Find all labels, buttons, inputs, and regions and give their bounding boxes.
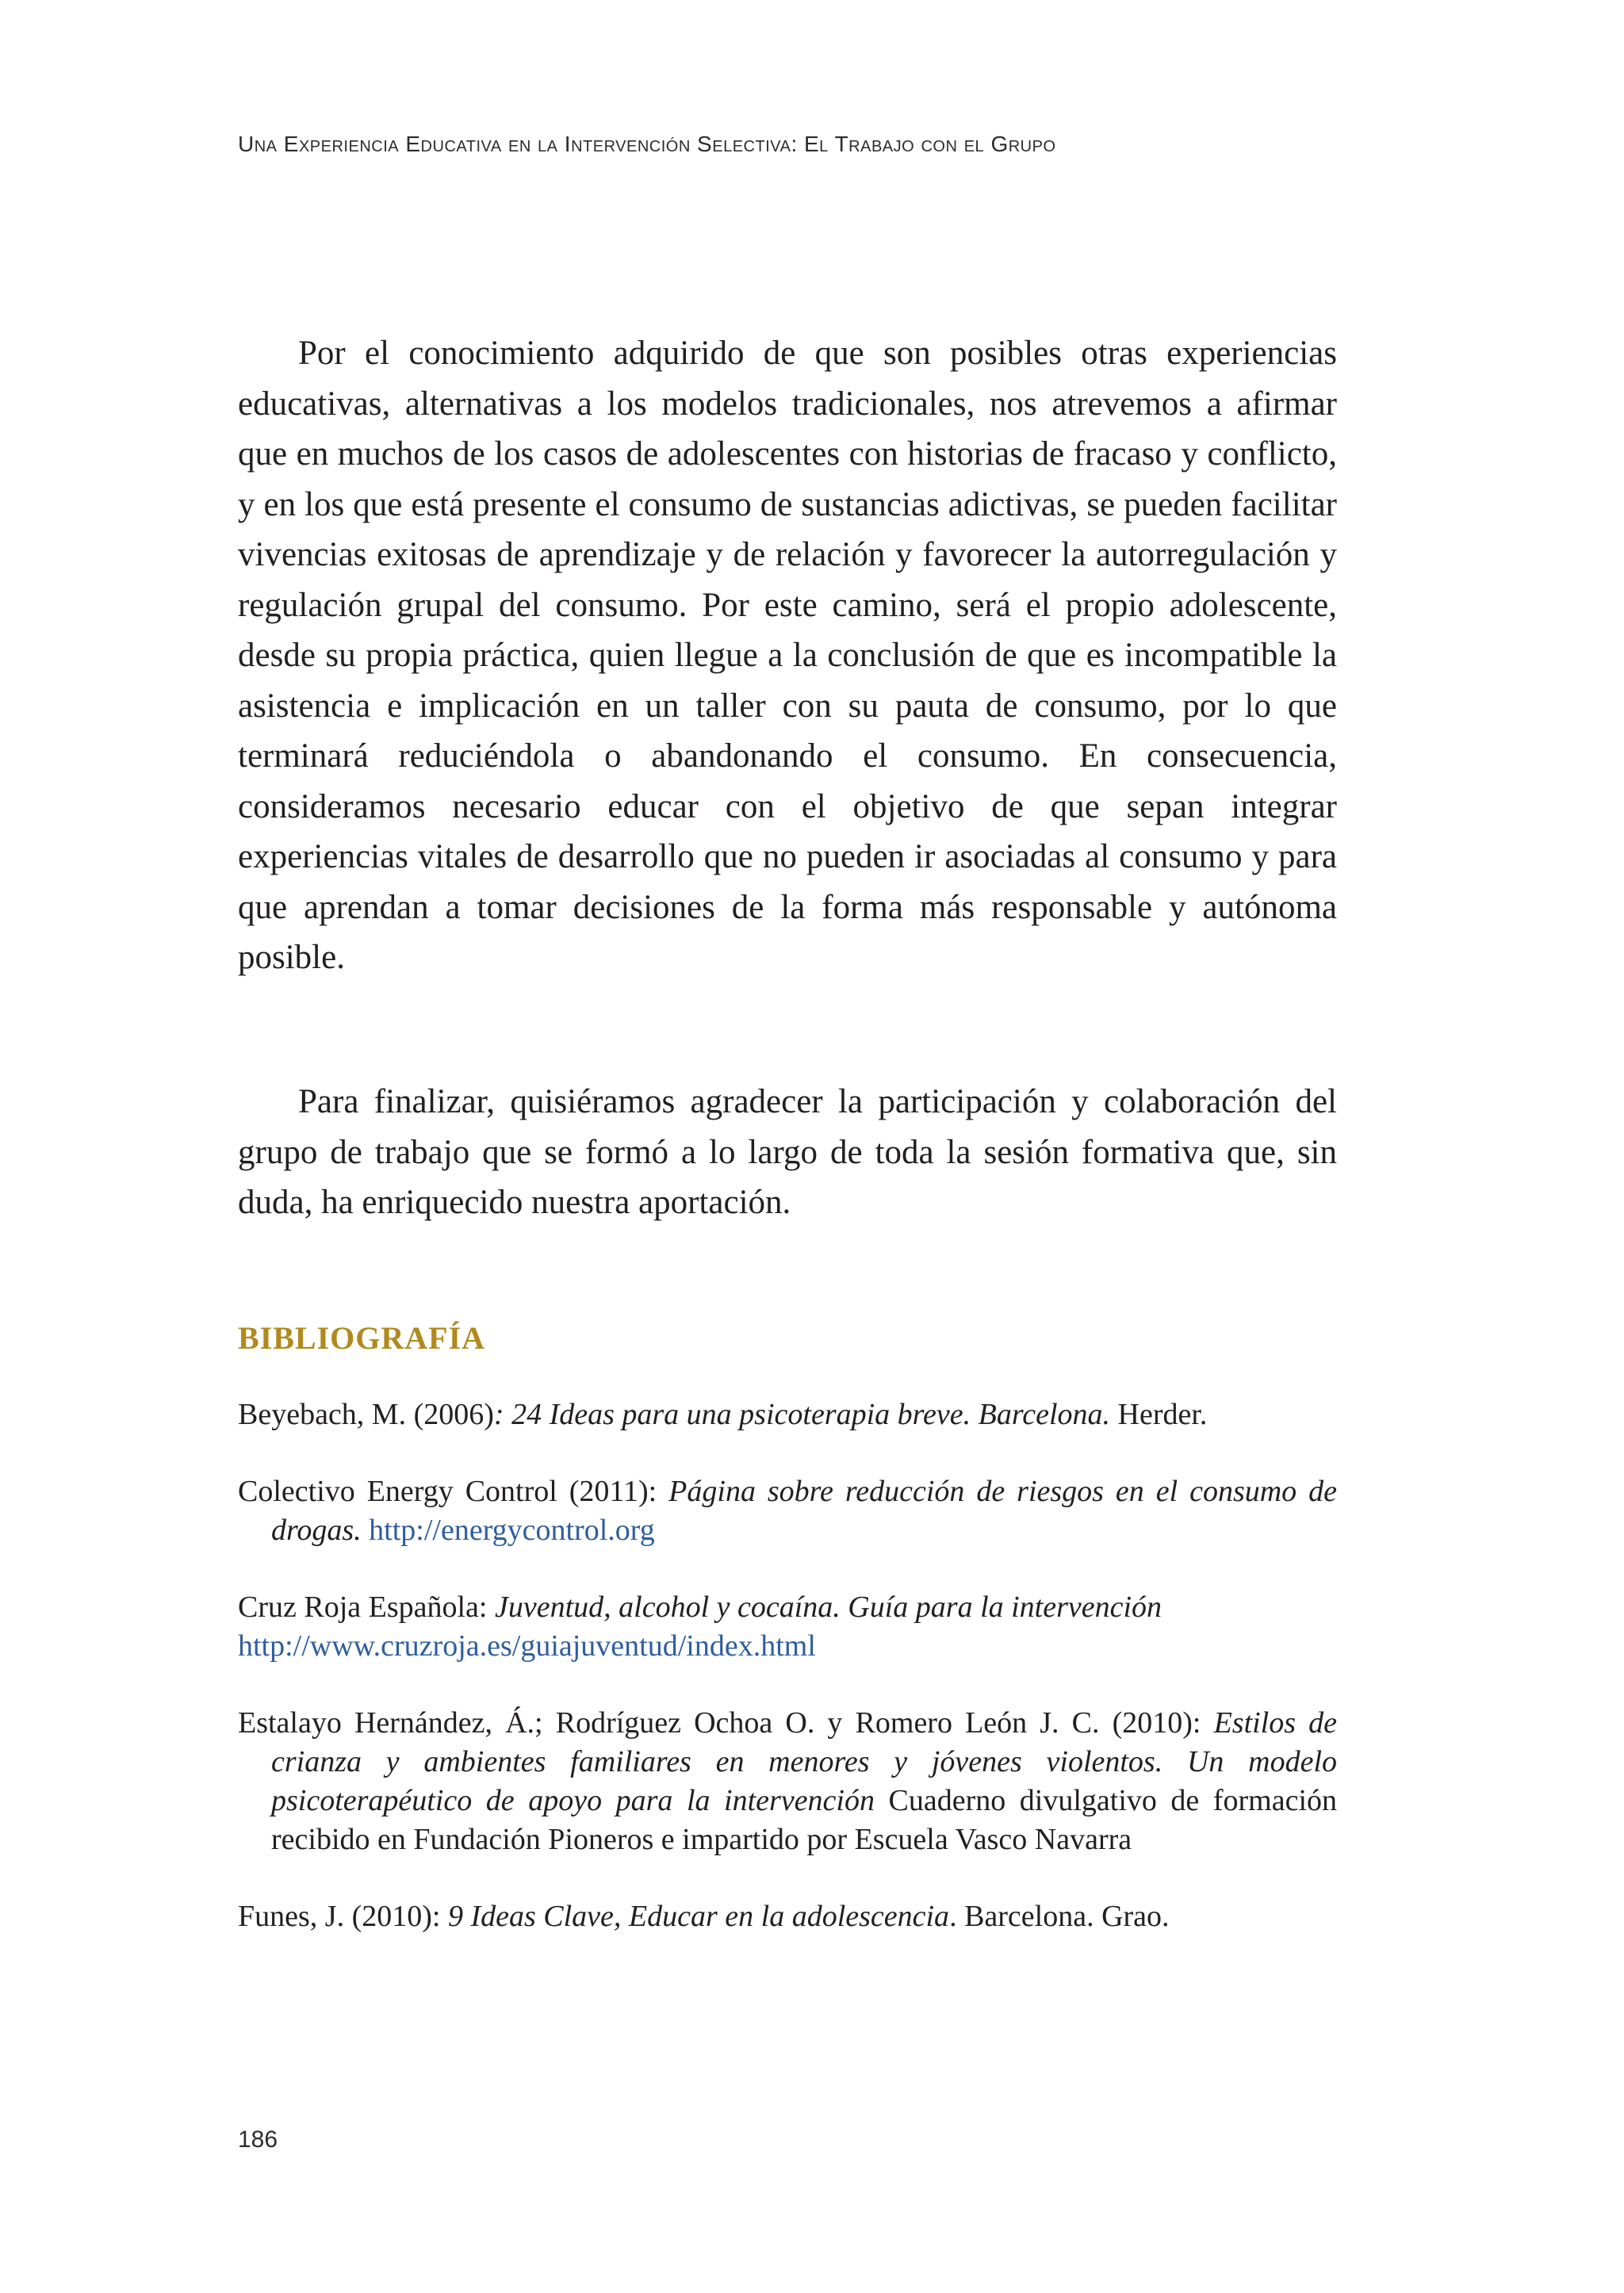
reference-item bbox=[238, 1588, 1337, 1666]
bibliography-list bbox=[238, 1395, 1337, 1974]
reference-author: Beyebach, M. (2006) bbox=[238, 1398, 494, 1431]
reference-publisher: . Barcelona. Grao. bbox=[949, 1900, 1170, 1933]
reference-note: Cuaderno divulgativo de formación recibido en Fundación Pioneros e impartido por Escuela Vasco Navarra bbox=[271, 1784, 1337, 1856]
reference-title: 9 Ideas Clave, Educar en la adolescencia bbox=[447, 1900, 950, 1933]
page-number: 186 bbox=[238, 2126, 278, 2153]
reference-author: Estalayo Hernández, Á.; Rodríguez Ochoa O. y Romero León J. C. (2010): bbox=[238, 1706, 1214, 1740]
reference-title: : 24 Ideas para una psicoterapia breve. Barcelona. bbox=[493, 1398, 1111, 1431]
reference-title: Juventud, alcohol y cocaína. Guía para la intervención bbox=[494, 1591, 1162, 1624]
reference-link[interactable]: http://www.cruzroja.es/guiajuventud/index.html bbox=[238, 1629, 816, 1663]
running-header: Una Experiencia Educativa en la Intervención Selectiva: El Trabajo con el Grupo bbox=[238, 132, 1056, 156]
reference-title: Página sobre reducción de riesgos en el consumo de drogas. bbox=[271, 1475, 1337, 1547]
reference-author: Cruz Roja Española: bbox=[238, 1591, 495, 1624]
reference-author: Funes, J. (2010): bbox=[238, 1900, 448, 1933]
reference-link[interactable]: http://energycontrol.org bbox=[369, 1514, 655, 1547]
bibliography-heading: BIBLIOGRAFÍA bbox=[238, 1320, 486, 1356]
reference-item bbox=[238, 1704, 1337, 1859]
reference-item bbox=[238, 1897, 1337, 1936]
reference-title: Estilos de crianza y ambientes familiares en menores y jóvenes violentos. Un modelo psicoterapéutico de apoyo para la intervención bbox=[271, 1706, 1337, 1817]
reference-publisher: Herder. bbox=[1110, 1398, 1208, 1431]
reference-separator bbox=[362, 1514, 370, 1547]
reference-author: Colectivo Energy Control (2011): bbox=[238, 1475, 669, 1508]
body-paragraph-2: Para finalizar, quisiéramos agradecer la participación y colaboración del grupo de trabajo que se formó a lo largo de toda la sesión formativa que, sin duda, ha enriquecido nuestra aportación. bbox=[238, 1083, 1337, 1221]
reference-item bbox=[238, 1472, 1337, 1550]
body-paragraph-1: Por el conocimiento adquirido de que son posibles otras experiencias educativas, alternativas a los modelos tradicionales, nos atrevemos a afirmar que en muchos de los casos de adolescentes con historias de fracaso y conflicto, y en los que está presente el consumo de sustancias adictivas, se pueden facilitar vivencias exitosas de aprendizaje y de relación y favorecer la autorregulación y regulación grupal del consumo. Por este camino, será el propio adolescente, desde su propia práctica, quien llegue a la conclusión de que es incompatible la asistencia e implicación en un taller con su pauta de consumo, por lo que terminará reduciéndola o abandonando el consumo. En consecuencia, consideramos necesario educar con el objetivo de que sepan integrar experiencias vitales de desarrollo que no pueden ir asociadas al consumo y para que aprendan a tomar decisiones de la forma más responsable y autónoma posible. bbox=[238, 335, 1337, 976]
reference-item bbox=[238, 1395, 1337, 1434]
